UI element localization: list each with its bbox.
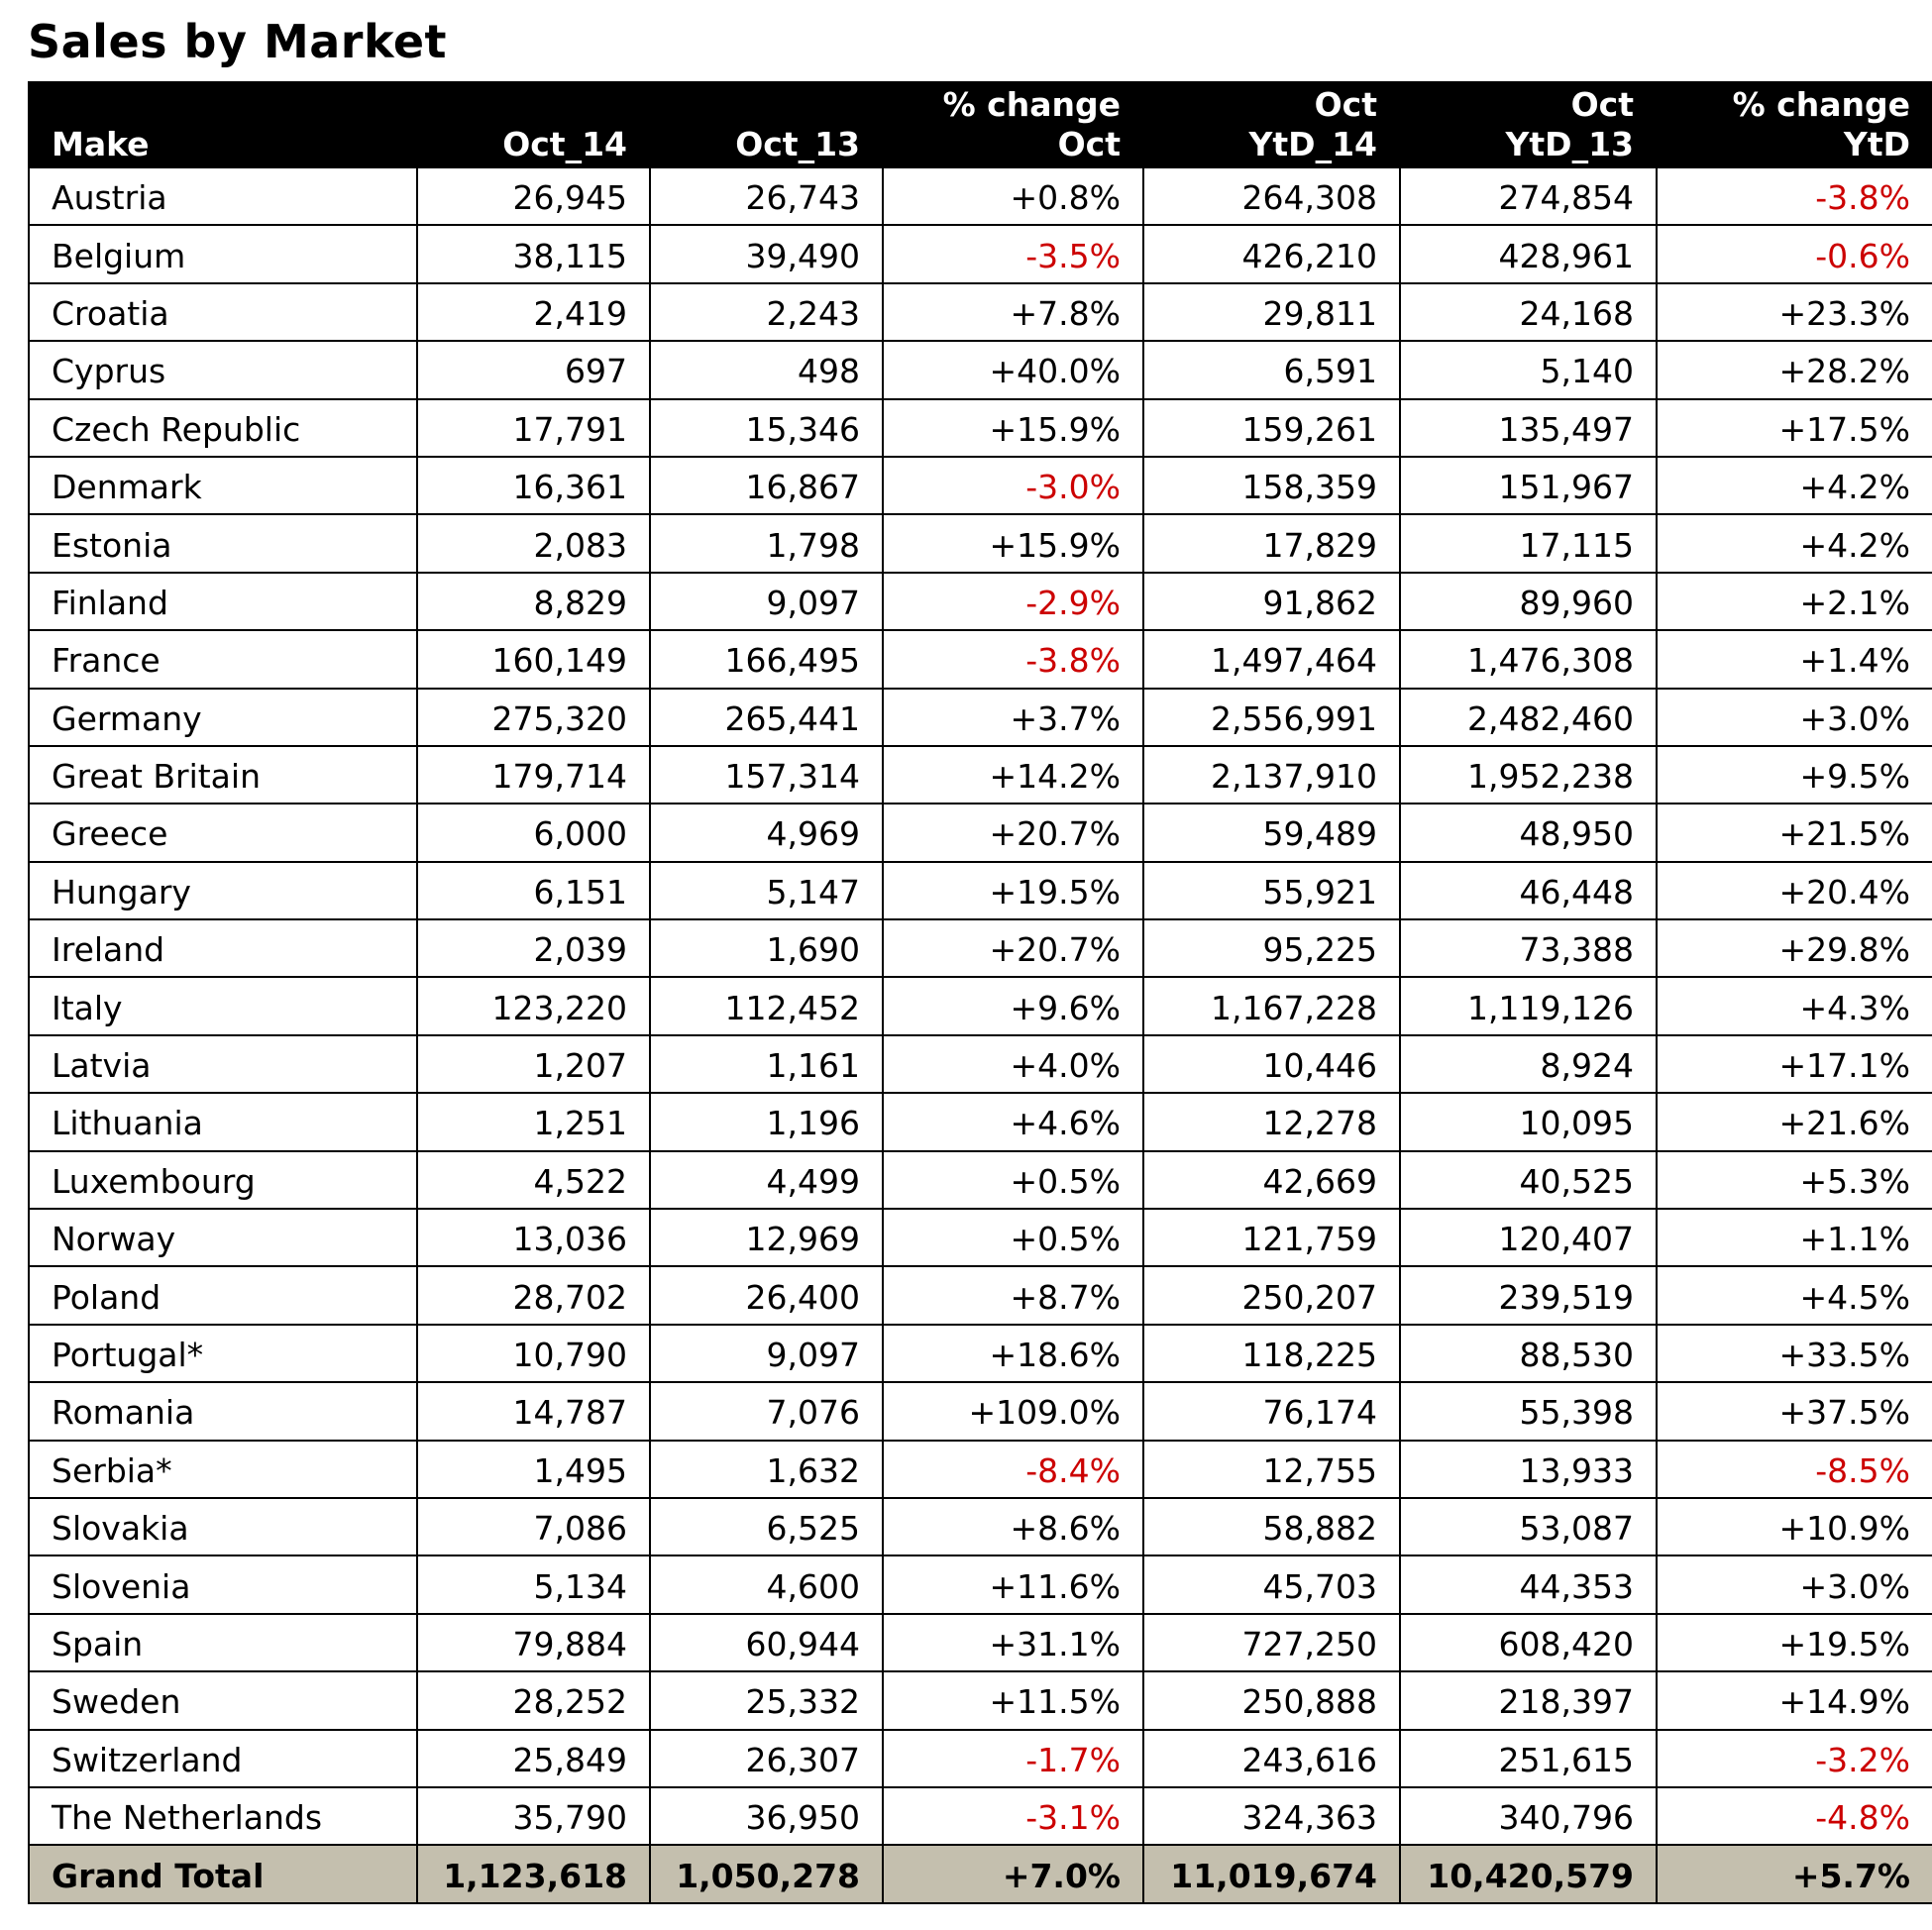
- oct13-cell: 5,147: [650, 862, 883, 919]
- oct14-cell: 2,039: [417, 919, 650, 977]
- column-header-ytd13: [1400, 82, 1657, 167]
- oct14-cell: 123,220: [417, 977, 650, 1034]
- ytd13-cell: 608,420: [1400, 1614, 1657, 1671]
- change-oct-cell: +8.6%: [883, 1498, 1143, 1555]
- table-row: [29, 341, 1932, 398]
- oct14-cell: 25,849: [417, 1730, 650, 1787]
- oct13-cell: 7,076: [650, 1382, 883, 1440]
- change-oct-cell: -3.5%: [883, 225, 1143, 282]
- market-name-cell: Hungary: [29, 862, 417, 919]
- oct13-cell: 157,314: [650, 746, 883, 804]
- oct14-cell: 7,086: [417, 1498, 650, 1555]
- ytd13-cell: 8,924: [1400, 1035, 1657, 1093]
- header-line2: Oct_14: [502, 125, 627, 163]
- change-ytd-cell: +21.5%: [1657, 804, 1932, 861]
- ytd13-cell: 218,397: [1400, 1671, 1657, 1729]
- ytd14-cell: 95,225: [1143, 919, 1400, 977]
- oct14-cell: 8,829: [417, 573, 650, 630]
- oct13-cell: 2,243: [650, 283, 883, 341]
- oct13-cell: 265,441: [650, 689, 883, 746]
- change-ytd-cell: +33.5%: [1657, 1325, 1932, 1382]
- ytd13-cell: 2,482,460: [1400, 689, 1657, 746]
- change-oct-cell: +20.7%: [883, 804, 1143, 861]
- ytd14-cell: 121,759: [1143, 1209, 1400, 1266]
- ytd13-cell: 10,420,579: [1400, 1845, 1657, 1903]
- market-name-cell: Estonia: [29, 514, 417, 572]
- market-name-cell: Norway: [29, 1209, 417, 1266]
- table-row: [29, 1209, 1932, 1266]
- oct13-cell: 4,969: [650, 804, 883, 861]
- table-row: [29, 919, 1932, 977]
- ytd13-cell: 5,140: [1400, 341, 1657, 398]
- table-row: [29, 283, 1932, 341]
- oct13-cell: 6,525: [650, 1498, 883, 1555]
- header-line1: % change: [942, 85, 1121, 124]
- change-oct-cell: -2.9%: [883, 573, 1143, 630]
- market-name-cell: Slovakia: [29, 1498, 417, 1555]
- ytd14-cell: 42,669: [1143, 1151, 1400, 1209]
- change-oct-cell: +9.6%: [883, 977, 1143, 1034]
- table-row: [29, 1614, 1932, 1671]
- oct14-cell: 1,251: [417, 1093, 650, 1150]
- change-oct-cell: +11.6%: [883, 1555, 1143, 1613]
- market-name-cell: Sweden: [29, 1671, 417, 1729]
- oct14-cell: 6,151: [417, 862, 650, 919]
- change-oct-cell: +20.7%: [883, 919, 1143, 977]
- oct13-cell: 166,495: [650, 630, 883, 688]
- market-name-cell: Germany: [29, 689, 417, 746]
- oct14-cell: 275,320: [417, 689, 650, 746]
- change-oct-cell: +4.6%: [883, 1093, 1143, 1150]
- ytd14-cell: 264,308: [1143, 167, 1400, 225]
- table-row: [29, 225, 1932, 282]
- ytd13-cell: 1,476,308: [1400, 630, 1657, 688]
- oct14-cell: 38,115: [417, 225, 650, 282]
- market-name-cell: Luxembourg: [29, 1151, 417, 1209]
- oct13-cell: 9,097: [650, 1325, 883, 1382]
- table-row: [29, 746, 1932, 804]
- oct13-cell: 16,867: [650, 457, 883, 514]
- ytd14-cell: 2,137,910: [1143, 746, 1400, 804]
- change-ytd-cell: +4.2%: [1657, 457, 1932, 514]
- oct13-cell: 1,196: [650, 1093, 883, 1150]
- ytd13-cell: 17,115: [1400, 514, 1657, 572]
- change-ytd-cell: +37.5%: [1657, 1382, 1932, 1440]
- ytd13-cell: 89,960: [1400, 573, 1657, 630]
- column-header-change-ytd: [1657, 82, 1932, 167]
- change-oct-cell: +15.9%: [883, 399, 1143, 457]
- oct14-cell: 2,419: [417, 283, 650, 341]
- sales-table: [28, 81, 1932, 1904]
- table-row: [29, 167, 1932, 225]
- market-name-cell: Finland: [29, 573, 417, 630]
- change-oct-cell: +19.5%: [883, 862, 1143, 919]
- table-row: [29, 1787, 1932, 1845]
- ytd13-cell: 88,530: [1400, 1325, 1657, 1382]
- market-name-cell: Portugal*: [29, 1325, 417, 1382]
- oct14-cell: 16,361: [417, 457, 650, 514]
- change-oct-cell: +109.0%: [883, 1382, 1143, 1440]
- ytd13-cell: 274,854: [1400, 167, 1657, 225]
- oct14-cell: 4,522: [417, 1151, 650, 1209]
- change-ytd-cell: +17.1%: [1657, 1035, 1932, 1093]
- market-name-cell: Croatia: [29, 283, 417, 341]
- ytd13-cell: 48,950: [1400, 804, 1657, 861]
- oct14-cell: 6,000: [417, 804, 650, 861]
- ytd13-cell: 251,615: [1400, 1730, 1657, 1787]
- table-row: [29, 1325, 1932, 1382]
- market-name-cell: Slovenia: [29, 1555, 417, 1613]
- change-ytd-cell: +5.3%: [1657, 1151, 1932, 1209]
- change-oct-cell: -3.0%: [883, 457, 1143, 514]
- table-row: [29, 1555, 1932, 1613]
- change-oct-cell: +0.5%: [883, 1209, 1143, 1266]
- ytd14-cell: 55,921: [1143, 862, 1400, 919]
- oct14-cell: 2,083: [417, 514, 650, 572]
- change-ytd-cell: +28.2%: [1657, 341, 1932, 398]
- change-oct-cell: +7.8%: [883, 283, 1143, 341]
- header-line2: Oct_13: [735, 125, 860, 163]
- ytd13-cell: 13,933: [1400, 1441, 1657, 1498]
- change-oct-cell: +14.2%: [883, 746, 1143, 804]
- table-row: [29, 1266, 1932, 1324]
- market-name-cell: Latvia: [29, 1035, 417, 1093]
- oct14-cell: 28,702: [417, 1266, 650, 1324]
- ytd13-cell: 73,388: [1400, 919, 1657, 977]
- ytd13-cell: 428,961: [1400, 225, 1657, 282]
- change-ytd-cell: +4.3%: [1657, 977, 1932, 1034]
- ytd13-cell: 46,448: [1400, 862, 1657, 919]
- oct13-cell: 1,161: [650, 1035, 883, 1093]
- ytd14-cell: 250,207: [1143, 1266, 1400, 1324]
- table-row: [29, 977, 1932, 1034]
- change-oct-cell: +0.8%: [883, 167, 1143, 225]
- ytd13-cell: 340,796: [1400, 1787, 1657, 1845]
- oct13-cell: 1,690: [650, 919, 883, 977]
- oct14-cell: 35,790: [417, 1787, 650, 1845]
- change-ytd-cell: -0.6%: [1657, 225, 1932, 282]
- market-name-cell: Serbia*: [29, 1441, 417, 1498]
- table-body: [29, 167, 1932, 1903]
- change-ytd-cell: -4.8%: [1657, 1787, 1932, 1845]
- oct14-cell: 13,036: [417, 1209, 650, 1266]
- oct13-cell: 4,499: [650, 1151, 883, 1209]
- change-oct-cell: +40.0%: [883, 341, 1143, 398]
- ytd14-cell: 10,446: [1143, 1035, 1400, 1093]
- change-ytd-cell: +9.5%: [1657, 746, 1932, 804]
- change-ytd-cell: +14.9%: [1657, 1671, 1932, 1729]
- market-name-cell: Spain: [29, 1614, 417, 1671]
- table-header: [29, 82, 1932, 167]
- change-ytd-cell: +3.0%: [1657, 689, 1932, 746]
- table-row: [29, 1093, 1932, 1150]
- ytd14-cell: 58,882: [1143, 1498, 1400, 1555]
- change-ytd-cell: -3.2%: [1657, 1730, 1932, 1787]
- table-row: [29, 1498, 1932, 1555]
- grand-total-row: [29, 1845, 1932, 1903]
- ytd14-cell: 11,019,674: [1143, 1845, 1400, 1903]
- change-ytd-cell: +4.5%: [1657, 1266, 1932, 1324]
- ytd14-cell: 6,591: [1143, 341, 1400, 398]
- table-row: [29, 573, 1932, 630]
- market-name-cell: Ireland: [29, 919, 417, 977]
- change-ytd-cell: -3.8%: [1657, 167, 1932, 225]
- table-row: [29, 804, 1932, 861]
- ytd13-cell: 53,087: [1400, 1498, 1657, 1555]
- oct14-cell: 14,787: [417, 1382, 650, 1440]
- oct14-cell: 79,884: [417, 1614, 650, 1671]
- oct13-cell: 26,400: [650, 1266, 883, 1324]
- oct13-cell: 26,743: [650, 167, 883, 225]
- table-row: [29, 1151, 1932, 1209]
- oct13-cell: 9,097: [650, 573, 883, 630]
- change-ytd-cell: +23.3%: [1657, 283, 1932, 341]
- oct13-cell: 498: [650, 341, 883, 398]
- ytd13-cell: 10,095: [1400, 1093, 1657, 1150]
- table-row: [29, 1035, 1932, 1093]
- market-name-cell: Lithuania: [29, 1093, 417, 1150]
- change-oct-cell: -3.8%: [883, 630, 1143, 688]
- oct14-cell: 1,207: [417, 1035, 650, 1093]
- oct13-cell: 15,346: [650, 399, 883, 457]
- ytd14-cell: 59,489: [1143, 804, 1400, 861]
- market-name-cell: France: [29, 630, 417, 688]
- oct14-cell: 10,790: [417, 1325, 650, 1382]
- change-ytd-cell: +2.1%: [1657, 573, 1932, 630]
- market-name-cell: Poland: [29, 1266, 417, 1324]
- column-header-change-oct: [883, 82, 1143, 167]
- change-ytd-cell: +1.4%: [1657, 630, 1932, 688]
- oct14-cell: 5,134: [417, 1555, 650, 1613]
- column-header-make: [29, 82, 417, 167]
- oct14-cell: 26,945: [417, 167, 650, 225]
- ytd14-cell: 1,167,228: [1143, 977, 1400, 1034]
- oct14-cell: 1,495: [417, 1441, 650, 1498]
- oct13-cell: 1,050,278: [650, 1845, 883, 1903]
- market-name-cell: Belgium: [29, 225, 417, 282]
- oct14-cell: 1,123,618: [417, 1845, 650, 1903]
- market-name-cell: Czech Republic: [29, 399, 417, 457]
- change-ytd-cell: +1.1%: [1657, 1209, 1932, 1266]
- ytd14-cell: 2,556,991: [1143, 689, 1400, 746]
- header-line2: Oct: [1057, 125, 1121, 163]
- ytd13-cell: 44,353: [1400, 1555, 1657, 1613]
- table-row: [29, 862, 1932, 919]
- change-ytd-cell: +17.5%: [1657, 399, 1932, 457]
- ytd14-cell: 426,210: [1143, 225, 1400, 282]
- change-oct-cell: -1.7%: [883, 1730, 1143, 1787]
- table-row: [29, 630, 1932, 688]
- oct14-cell: 160,149: [417, 630, 650, 688]
- change-oct-cell: +15.9%: [883, 514, 1143, 572]
- change-oct-cell: -8.4%: [883, 1441, 1143, 1498]
- header-line2: YtD_14: [1248, 125, 1377, 163]
- market-name-cell: Austria: [29, 167, 417, 225]
- ytd13-cell: 1,952,238: [1400, 746, 1657, 804]
- header-line1: % change: [1732, 85, 1910, 124]
- table-row: [29, 1730, 1932, 1787]
- ytd13-cell: 135,497: [1400, 399, 1657, 457]
- change-oct-cell: +18.6%: [883, 1325, 1143, 1382]
- oct13-cell: 36,950: [650, 1787, 883, 1845]
- ytd14-cell: 727,250: [1143, 1614, 1400, 1671]
- ytd14-cell: 45,703: [1143, 1555, 1400, 1613]
- change-ytd-cell: +19.5%: [1657, 1614, 1932, 1671]
- header-line2: YtD: [1843, 125, 1910, 163]
- header-line1: Oct: [1314, 85, 1377, 124]
- change-ytd-cell: +10.9%: [1657, 1498, 1932, 1555]
- change-ytd-cell: -8.5%: [1657, 1441, 1932, 1498]
- oct13-cell: 1,798: [650, 514, 883, 572]
- ytd14-cell: 91,862: [1143, 573, 1400, 630]
- header-line2: YtD_13: [1505, 125, 1634, 163]
- market-name-cell: Denmark: [29, 457, 417, 514]
- ytd13-cell: 120,407: [1400, 1209, 1657, 1266]
- change-oct-cell: +11.5%: [883, 1671, 1143, 1729]
- oct14-cell: 17,791: [417, 399, 650, 457]
- market-name-cell: Cyprus: [29, 341, 417, 398]
- oct14-cell: 697: [417, 341, 650, 398]
- change-oct-cell: +4.0%: [883, 1035, 1143, 1093]
- column-header-oct13: [650, 82, 883, 167]
- ytd14-cell: 243,616: [1143, 1730, 1400, 1787]
- oct13-cell: 25,332: [650, 1671, 883, 1729]
- page-title: Sales by Market: [28, 15, 448, 68]
- oct13-cell: 39,490: [650, 225, 883, 282]
- ytd13-cell: 239,519: [1400, 1266, 1657, 1324]
- ytd14-cell: 1,497,464: [1143, 630, 1400, 688]
- oct14-cell: 28,252: [417, 1671, 650, 1729]
- ytd13-cell: 24,168: [1400, 283, 1657, 341]
- oct13-cell: 112,452: [650, 977, 883, 1034]
- change-oct-cell: +31.1%: [883, 1614, 1143, 1671]
- ytd13-cell: 151,967: [1400, 457, 1657, 514]
- change-ytd-cell: +21.6%: [1657, 1093, 1932, 1150]
- ytd14-cell: 12,278: [1143, 1093, 1400, 1150]
- change-ytd-cell: +4.2%: [1657, 514, 1932, 572]
- market-name-cell: Greece: [29, 804, 417, 861]
- ytd14-cell: 12,755: [1143, 1441, 1400, 1498]
- ytd14-cell: 29,811: [1143, 283, 1400, 341]
- change-oct-cell: +7.0%: [883, 1845, 1143, 1903]
- market-name-cell: Romania: [29, 1382, 417, 1440]
- column-header-ytd14: [1143, 82, 1400, 167]
- oct13-cell: 4,600: [650, 1555, 883, 1613]
- ytd14-cell: 324,363: [1143, 1787, 1400, 1845]
- change-oct-cell: +0.5%: [883, 1151, 1143, 1209]
- table-row: [29, 399, 1932, 457]
- change-oct-cell: -3.1%: [883, 1787, 1143, 1845]
- header-line1: Oct: [1570, 85, 1634, 124]
- ytd14-cell: 159,261: [1143, 399, 1400, 457]
- ytd14-cell: 158,359: [1143, 457, 1400, 514]
- oct13-cell: 12,969: [650, 1209, 883, 1266]
- oct13-cell: 26,307: [650, 1730, 883, 1787]
- oct13-cell: 1,632: [650, 1441, 883, 1498]
- ytd14-cell: 118,225: [1143, 1325, 1400, 1382]
- ytd14-cell: 17,829: [1143, 514, 1400, 572]
- market-name-cell: Italy: [29, 977, 417, 1034]
- column-header-oct14: [417, 82, 650, 167]
- oct13-cell: 60,944: [650, 1614, 883, 1671]
- change-oct-cell: +8.7%: [883, 1266, 1143, 1324]
- table-row: [29, 1382, 1932, 1440]
- market-name-cell: The Netherlands: [29, 1787, 417, 1845]
- table-row: [29, 1671, 1932, 1729]
- table-row: [29, 457, 1932, 514]
- ytd13-cell: 1,119,126: [1400, 977, 1657, 1034]
- ytd14-cell: 76,174: [1143, 1382, 1400, 1440]
- table-row: [29, 514, 1932, 572]
- change-oct-cell: +3.7%: [883, 689, 1143, 746]
- oct14-cell: 179,714: [417, 746, 650, 804]
- change-ytd-cell: +3.0%: [1657, 1555, 1932, 1613]
- ytd14-cell: 250,888: [1143, 1671, 1400, 1729]
- market-name-cell: Switzerland: [29, 1730, 417, 1787]
- header-line2: Make: [52, 125, 150, 163]
- market-name-cell: Great Britain: [29, 746, 417, 804]
- ytd13-cell: 40,525: [1400, 1151, 1657, 1209]
- ytd13-cell: 55,398: [1400, 1382, 1657, 1440]
- table-row: [29, 1441, 1932, 1498]
- header-row: [29, 82, 1932, 167]
- table-row: [29, 689, 1932, 746]
- change-ytd-cell: +5.7%: [1657, 1845, 1932, 1903]
- market-name-cell: Grand Total: [29, 1845, 417, 1903]
- change-ytd-cell: +29.8%: [1657, 919, 1932, 977]
- change-ytd-cell: +20.4%: [1657, 862, 1932, 919]
